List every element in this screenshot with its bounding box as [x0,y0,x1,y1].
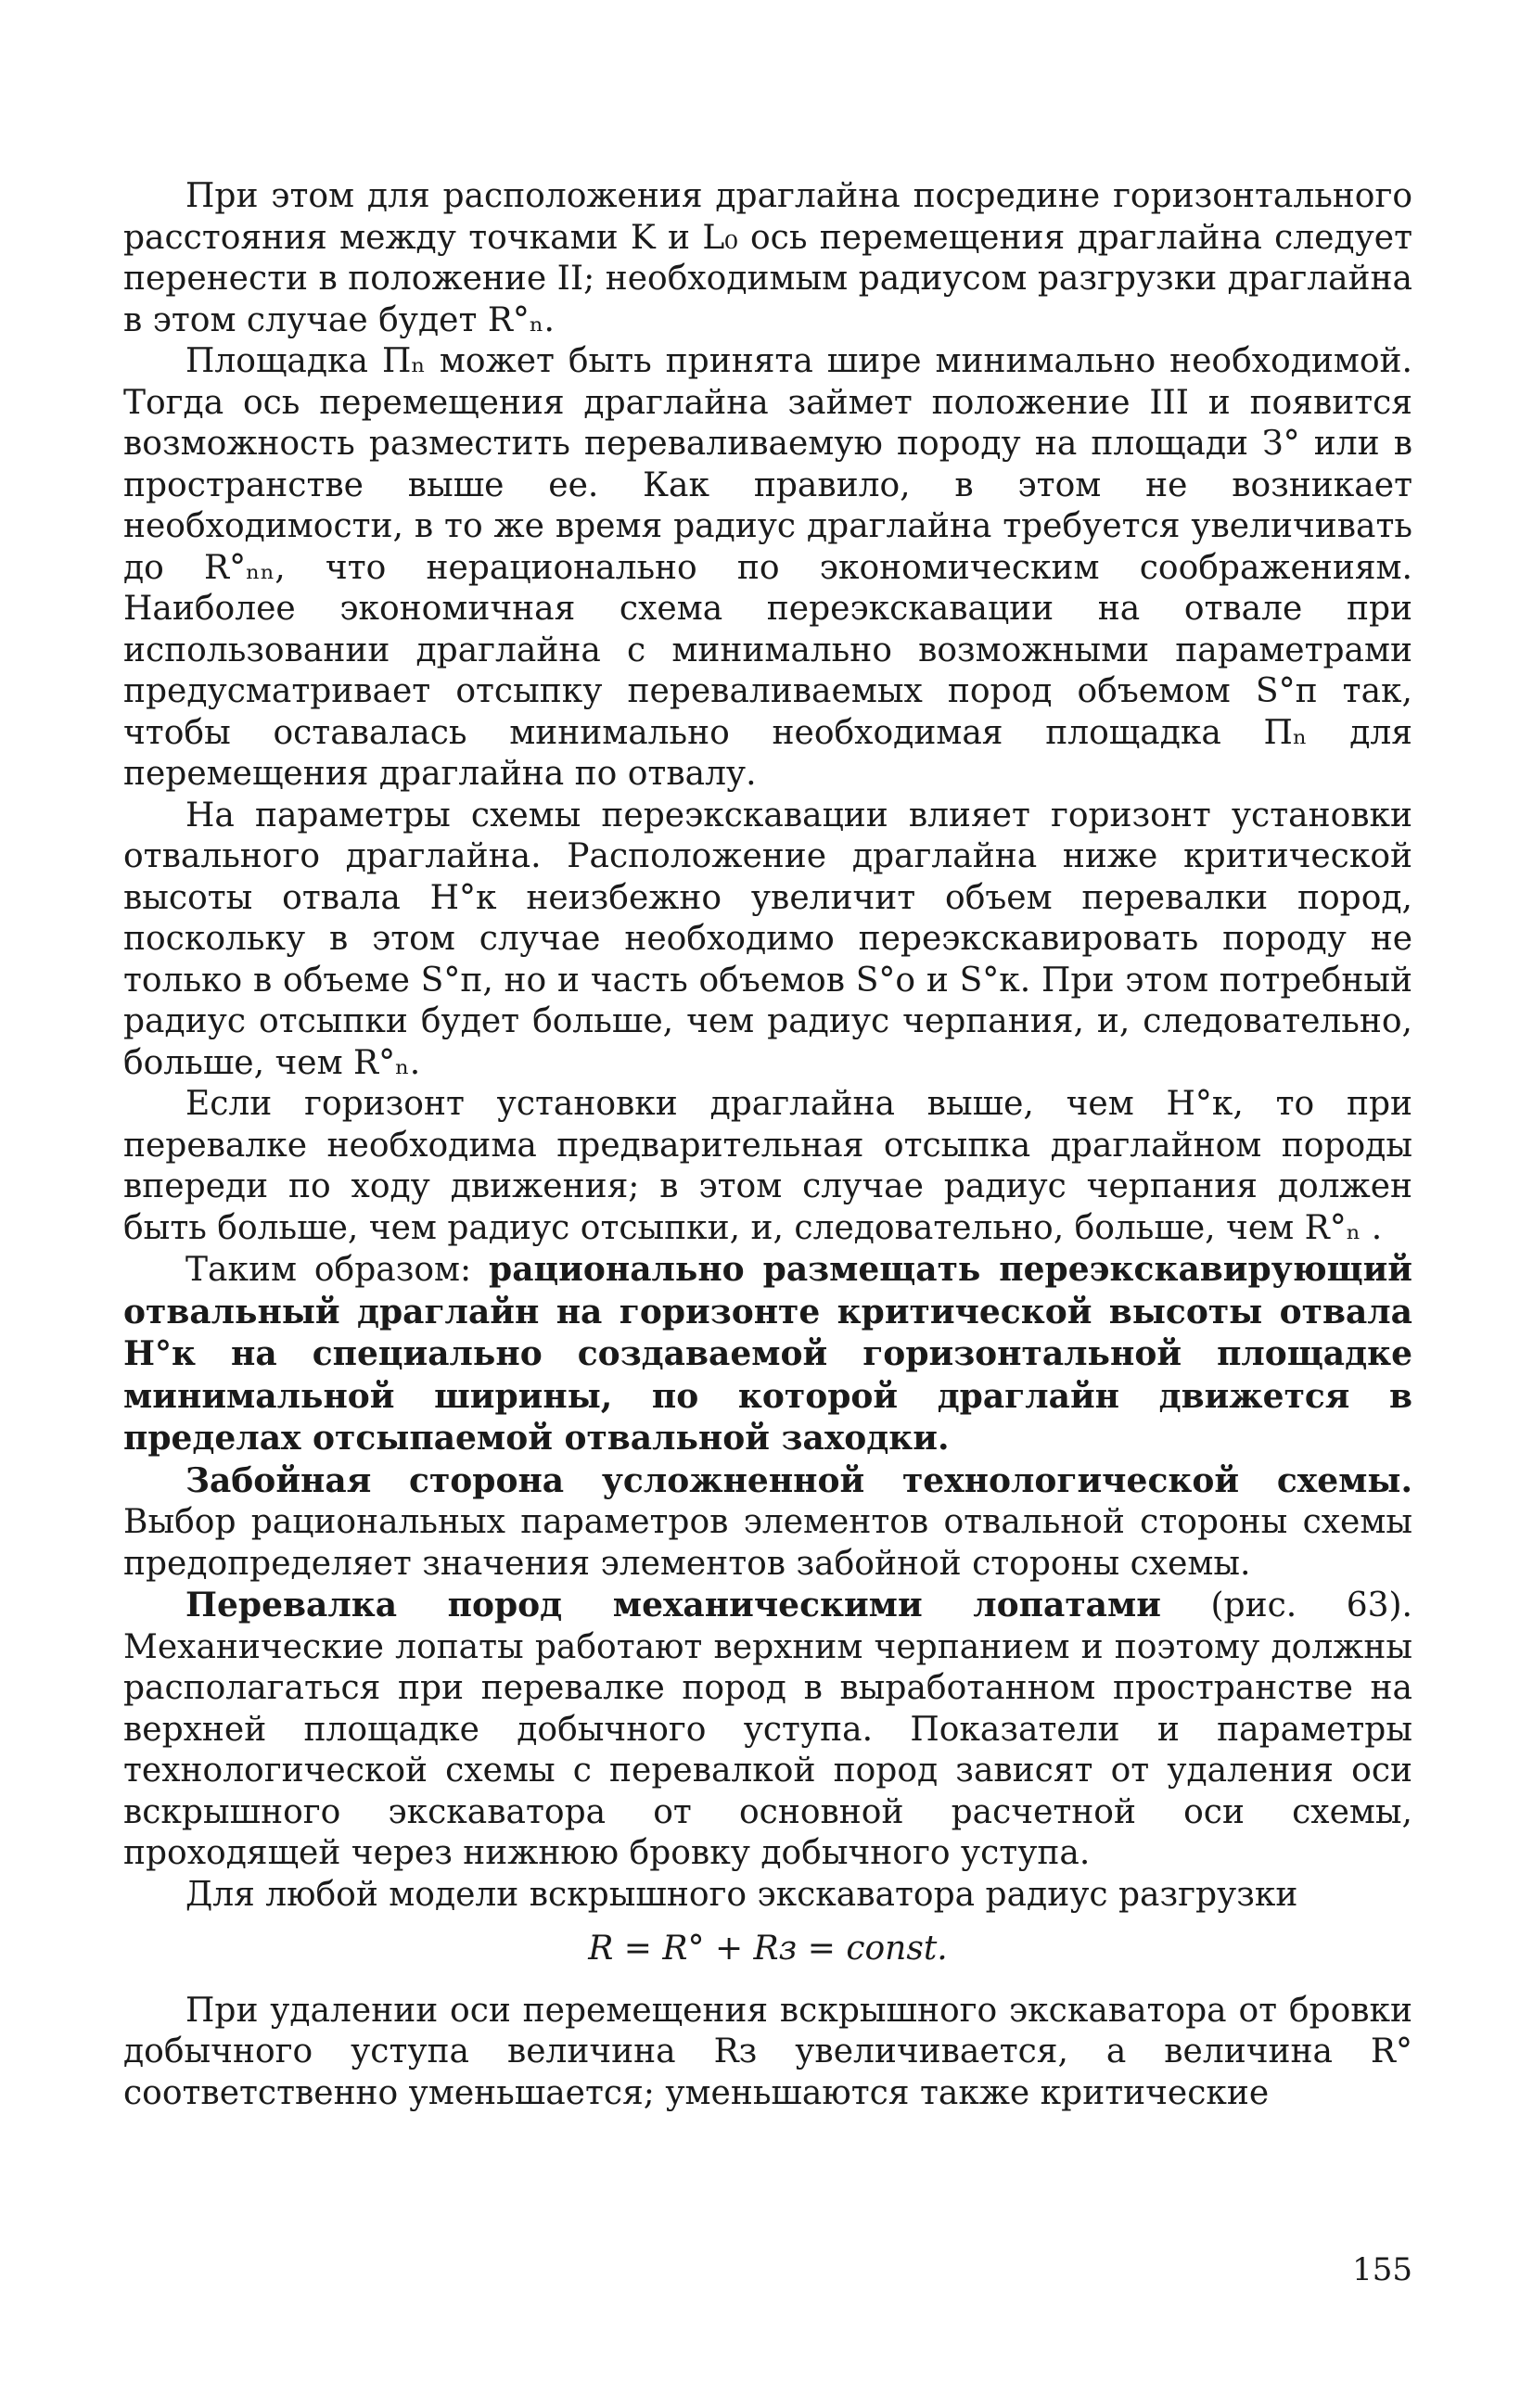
conclusion-lead: Таким образом: [185,1251,490,1289]
radius-intro: Для любой модели вскрышного экскаватора радиус разгрузки [185,1875,1298,1914]
face-side-paragraph [123,1460,1412,1586]
shovels-paragraph [123,1585,1412,1875]
paragraph-4: Если горизонт установки драглайна выше, чем H°к, то при перевалке необходима предварительная отсыпка драглайном породы впереди по ходу движения; в этом случае радиус черпания должен быть больше, чем радиус отсыпки, и, следовательно, больше, чем R°ₙ . [123,1085,1412,1247]
formula: R = R° + Rз = const. [588,1930,948,1968]
shovels-heading: Перевалка пород механическими лопатами [185,1586,1161,1624]
conclusion-paragraph [123,1249,1412,1460]
face-side-heading: Забойная сторона усложненной технологической схемы. [185,1460,1412,1500]
last-paragraph: При удалении оси перемещения вскрышного экскаватора от бровки добычного уступа величина Rз увеличивается, а величина R° соответственно уменьшается; уменьшаются также критические [123,1991,1412,2112]
paragraph-2: Площадка Пₙ может быть принята шире минимально необходимой. Тогда ось перемещения драглайна займет положение III и появится возможность разместить переваливаемую породу на площади З° или в пространстве выше ее. Как правило, в этом не возникает необходимости, в то же время радиус драглайна требуется увеличивать до R°ₙₙ, что нерационально по экономическим соображениям. Наиболее экономичная схема переэкскавации на отвале при использовании драглайна с минимально возможными параметрами предусматривает отсыпку переваливаемых пород объемом S°п так, чтобы оставалась минимально необходимая площадка Пₙ для перемещения драглайна по отвалу. [123,342,1412,793]
shovels-text: (рис. 63). Механические лопаты работают верхним черпанием и поэтому должны располагаться при перевалке пород в выработанном пространстве на верхней площадке добычного уступа. Показатели и параметры технологической схемы с перевалкой пород зависят от удаления оси вскрышного экскаватора от основной расчетной оси схемы, проходящей через нижнюю бровку добычного уступа. [123,1586,1412,1872]
page-number: 155 [1352,2251,1412,2288]
page-body [123,176,1412,2114]
face-side-text: Выбор рациональных параметров элементов отвальной стороны схемы предопределяет значения элементов забойной стороны схемы. [123,1503,1412,1583]
paragraph-3: На параметры схемы переэкскавации влияет горизонт установки отвального драглайна. Расположение драглайна ниже критической высоты отвала H°к неизбежно увеличит объем перевалки пород, поскольку в этом случае необходимо переэкскавировать породу не только в объеме S°п, но и часть объемов S°о и S°к. При этом потребный радиус отсыпки будет больше, чем радиус черпания, и, следовательно, больше, чем R°ₙ. [123,796,1412,1082]
paragraph-1: При этом для расположения драглайна посредине горизонтального расстояния между точками K и L₀ ось перемещения драглайна следует перенести в положение II; необходимым радиусом разгрузки драглайна в этом случае будет R°ₙ. [123,177,1412,339]
conclusion-bold-text: рационально размещать переэкскавирующий отвальный драглайн на горизонте критической высоты отвала H°к на специально создаваемой горизонтальной площадке минимальной ширины, по которой драглайн движется в пределах отсыпаемой отвальной заходки. [123,1250,1412,1458]
